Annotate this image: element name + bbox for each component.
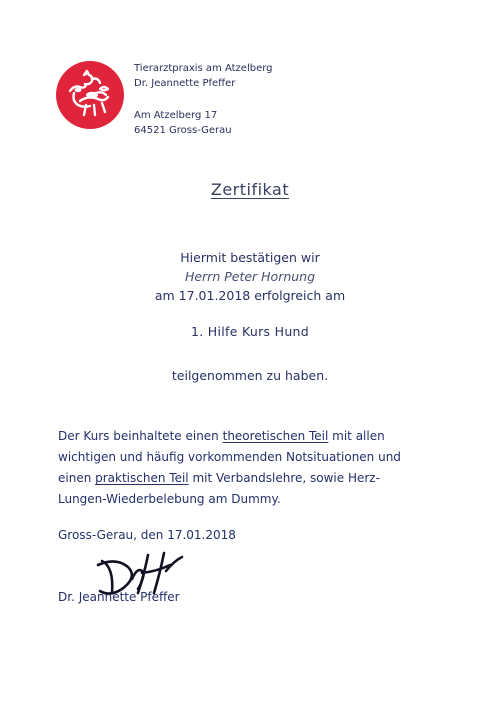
date-line: am 17.01.2018 erfolgreich am [154,288,346,303]
practice-header [134,61,273,91]
confirmation-line: Hiermit bestätigen wir [180,250,320,265]
city-address: 64521 Gross-Gerau [134,125,232,136]
participation-line: teilgenommen zu haben. [171,368,329,383]
street-address: Am Atzelberg 17 [134,110,218,121]
description-part-2: mit allen wichtigen und häufig vorkommenden Notsituationen und einen [58,429,401,485]
theory-part: theoretischen Teil [222,429,329,443]
address-block [134,108,232,138]
practice-logo-icon [56,61,124,129]
description-part-1: Der Kurs beinhaltete einen [58,429,223,443]
signer-name: Dr. Jeannette Pfeffer [58,590,180,604]
course-name: 1. Hilfe Kurs Hund [190,324,309,339]
doctor-name: Dr. Jeannette Pfeffer [134,78,236,89]
course-description [58,426,418,510]
certificate-title: Zertifikat [210,180,290,199]
recipient-name: Herrn Peter Hornung [184,269,316,284]
place-and-date: Gross-Gerau, den 17.01.2018 [58,528,236,542]
practice-name: Tierarztpraxis am Atzelberg [134,63,273,74]
practice-part: praktischen Teil [95,471,189,485]
description-part-3: mit Verbandslehre, sowie Herz-Lungen-Wiederbelebung am Dummy. [58,471,380,506]
